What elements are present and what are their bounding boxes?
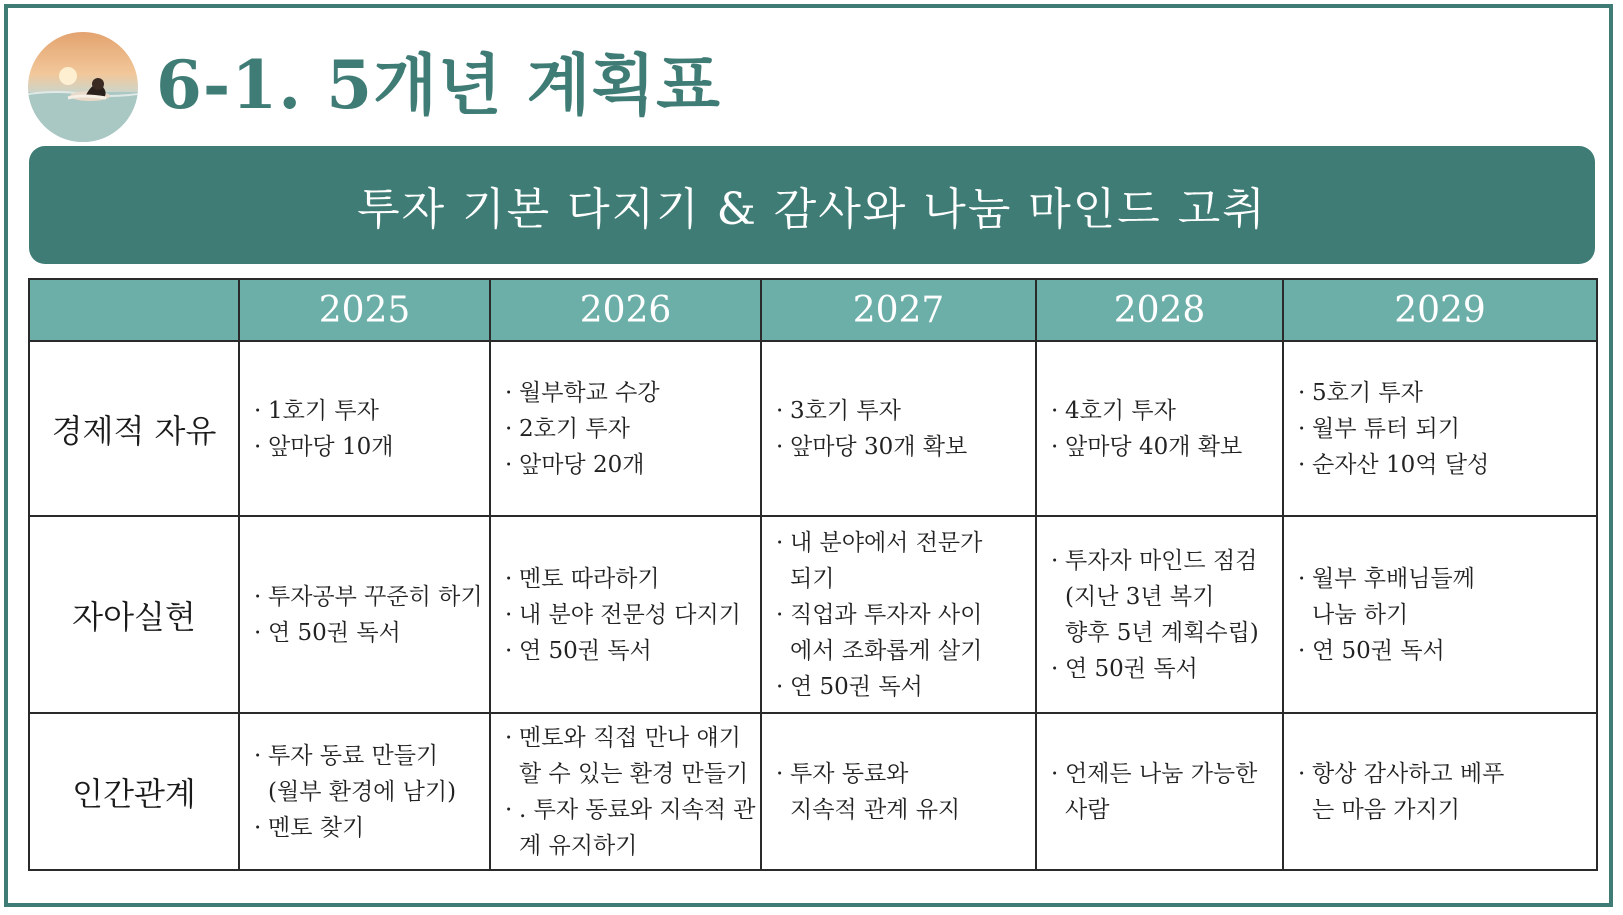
plan-cell — [239, 713, 490, 870]
list-item: · 멘토 따라하기 — [505, 561, 750, 597]
list-item: · 월부학교 수강 — [505, 375, 750, 411]
row-label: 인간관계 — [29, 713, 239, 870]
list-item: · 항상 감사하고 베푸 는 마음 가지기 — [1298, 756, 1586, 828]
list-item: · 연 50권 독서 — [254, 615, 479, 651]
list-item: · 2호기 투자 — [505, 411, 750, 447]
profile-avatar — [28, 32, 138, 142]
header-corner-cell — [29, 279, 239, 341]
theme-banner — [29, 146, 1595, 264]
list-item: · 월부 후배님들께 나눔 하기 — [1298, 561, 1586, 633]
plan-item-list — [254, 579, 483, 651]
plan-item-list — [1051, 756, 1272, 828]
list-item: · 투자공부 꾸준히 하기 — [254, 579, 479, 615]
plan-cell — [239, 341, 490, 516]
list-item: · 4호기 투자 — [1051, 393, 1272, 429]
list-item: · 직업과 투자자 사이 에서 조화롭게 살기 — [776, 597, 1025, 669]
year-header: 2025 — [239, 279, 490, 341]
plan-item-list — [1298, 756, 1586, 828]
list-item: · 순자산 10억 달성 — [1298, 447, 1586, 483]
list-item: · 5호기 투자 — [1298, 375, 1586, 411]
plan-item-list — [776, 393, 1025, 465]
list-item: · 연 50권 독서 — [776, 669, 1025, 705]
plan-item-list — [254, 393, 479, 465]
list-item: · 언제든 나눔 가능한 사람 — [1051, 756, 1272, 828]
plan-table — [28, 278, 1598, 871]
list-item: · . 투자 동료와 지속적 관 계 유지하기 — [505, 792, 750, 864]
year-header: 2027 — [761, 279, 1036, 341]
plan-item-list — [254, 738, 479, 846]
row-label: 경제적 자유 — [29, 341, 239, 516]
plan-item-list — [1298, 561, 1586, 669]
list-item: · 내 분야에서 전문가 되기 — [776, 525, 1025, 597]
year-header: 2028 — [1036, 279, 1283, 341]
plan-cell — [490, 516, 761, 713]
list-item: · 앞마당 40개 확보 — [1051, 429, 1272, 465]
plan-item-list — [505, 375, 750, 483]
plan-item-list — [505, 720, 756, 864]
list-item: · 앞마당 10개 — [254, 429, 479, 465]
plan-item-list — [776, 525, 1025, 705]
plan-item-list — [505, 561, 750, 669]
plan-cell — [239, 516, 490, 713]
list-item: · 투자자 마인드 점검 (지난 3년 복기 향후 5년 계획수립) — [1051, 543, 1272, 651]
year-header-row — [29, 279, 1597, 341]
plan-cell — [761, 516, 1036, 713]
plan-cell — [1283, 341, 1597, 516]
list-item: · 앞마당 30개 확보 — [776, 429, 1025, 465]
plan-cell — [1036, 516, 1283, 713]
plan-cell — [1283, 516, 1597, 713]
list-item: · 연 50권 독서 — [1298, 633, 1586, 669]
plan-cell — [761, 713, 1036, 870]
list-item: · 연 50권 독서 — [505, 633, 750, 669]
list-item: · 앞마당 20개 — [505, 447, 750, 483]
list-item: · 1호기 투자 — [254, 393, 479, 429]
list-item: · 연 50권 독서 — [1051, 651, 1272, 687]
list-item: · 멘토 찾기 — [254, 810, 479, 846]
list-item: · 3호기 투자 — [776, 393, 1025, 429]
table-row — [29, 516, 1597, 713]
plan-cell — [1036, 341, 1283, 516]
plan-item-list — [1051, 393, 1272, 465]
plan-cell — [1036, 713, 1283, 870]
banner-text: 투자 기본 다지기 & 감사와 나눔 마인드 고취 — [357, 184, 1267, 235]
plan-cell — [761, 341, 1036, 516]
plan-cell — [1283, 713, 1597, 870]
table-row — [29, 341, 1597, 516]
plan-cell — [490, 713, 761, 870]
plan-item-list — [776, 756, 1025, 828]
list-item: · 투자 동료 만들기 (월부 환경에 남기) — [254, 738, 479, 810]
plan-cell — [490, 341, 761, 516]
year-header: 2029 — [1283, 279, 1597, 341]
list-item: · 내 분야 전문성 다지기 — [505, 597, 750, 633]
year-header: 2026 — [490, 279, 761, 341]
sunset-beach-avatar-icon — [28, 32, 138, 142]
plan-item-list — [1298, 375, 1586, 483]
list-item: · 투자 동료와 지속적 관계 유지 — [776, 756, 1025, 828]
plan-item-list — [1051, 543, 1272, 687]
row-label: 자아실현 — [29, 516, 239, 713]
list-item: · 월부 튜터 되기 — [1298, 411, 1586, 447]
page-title: 6-1. 5개년 계획표 — [156, 46, 721, 124]
list-item: · 멘토와 직접 만나 얘기 할 수 있는 환경 만들기 — [505, 720, 750, 792]
table-row — [29, 713, 1597, 870]
